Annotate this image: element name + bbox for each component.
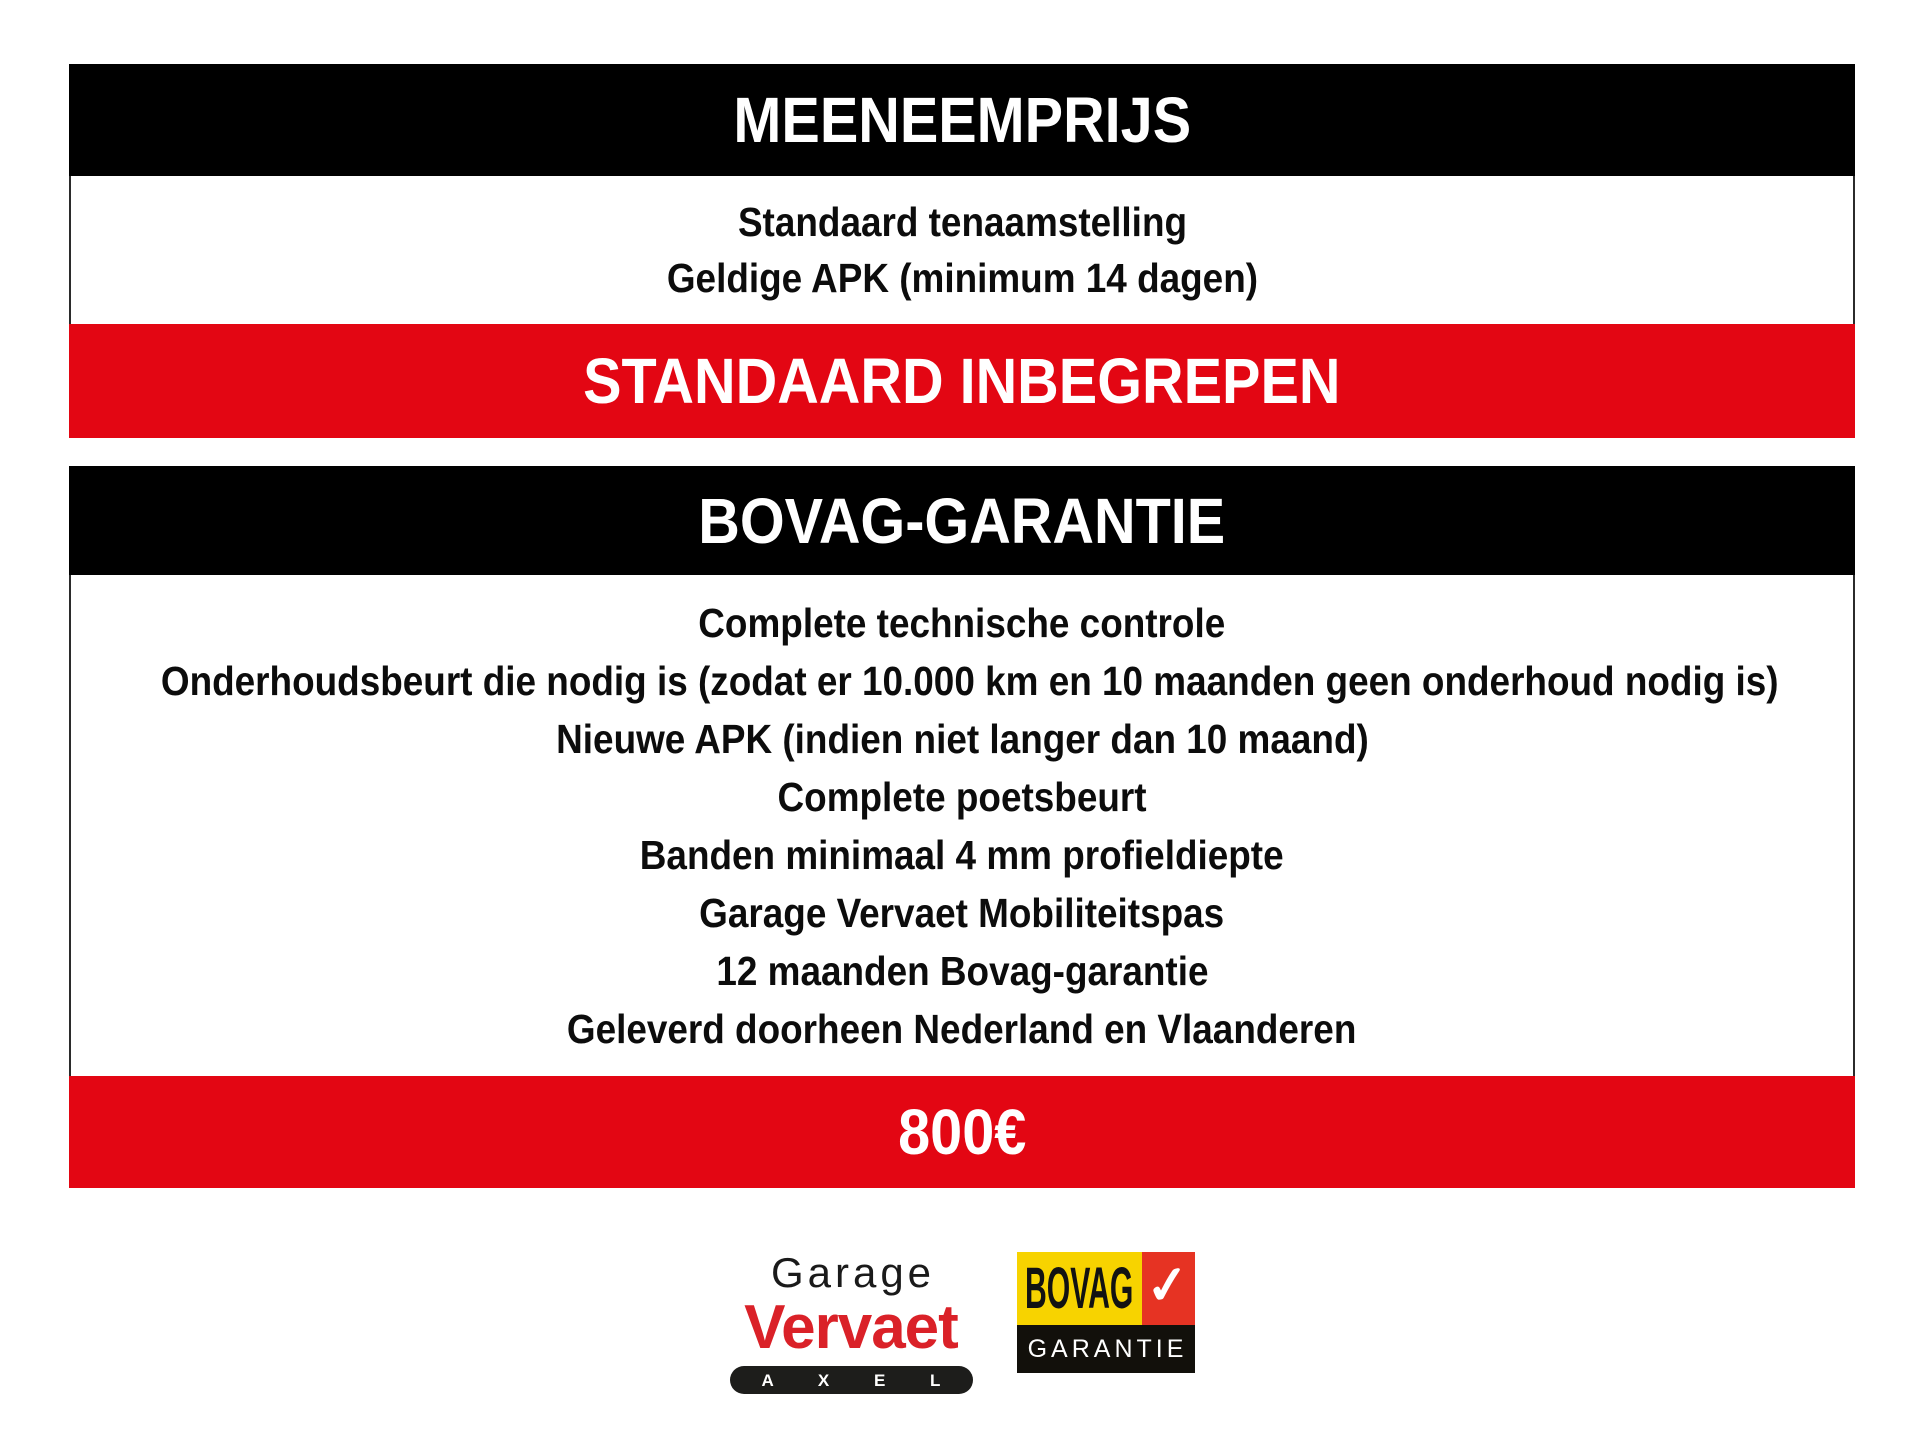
info-line: [71, 768, 1853, 826]
meeneemprijs-card: [69, 64, 1855, 438]
meeneemprijs-header-bar: [69, 64, 1855, 176]
meeneemprijs-body: [69, 176, 1855, 324]
axel-badge-text: A X E L: [761, 1370, 961, 1390]
vervaet-logo-text: Vervaet: [744, 1293, 958, 1362]
info-line: [71, 1000, 1853, 1058]
bovag-logo-brand-text: BOVAG: [1024, 1255, 1134, 1321]
bovag-title: BOVAG-GARANTIE: [698, 484, 1226, 557]
standaard-inbegrepen-label: STANDAARD INBEGREPEN: [583, 345, 1341, 417]
info-line-text: Geleverd doorheen Nederland en Vlaanderen: [567, 1005, 1357, 1052]
info-line: [71, 942, 1853, 1000]
info-line-text: Banden minimaal 4 mm profieldiepte: [640, 831, 1284, 878]
meeneemprijs-title: MEENEEMPRIJS: [733, 84, 1191, 156]
info-line: [71, 884, 1853, 942]
check-icon: ✓: [1143, 1254, 1193, 1317]
price-value: 800€: [897, 1096, 1027, 1168]
bovag-logo-caption-text: GARANTIE: [1027, 1334, 1188, 1363]
info-line-text: Nieuwe APK (indien niet langer dan 10 maand): [555, 715, 1369, 762]
bovag-logo-yellow-panel: [1017, 1252, 1142, 1325]
price-card: [69, 64, 1855, 1394]
garage-logo-text: Garage: [770, 1249, 936, 1296]
info-line-text: 12 maanden Bovag-garantie: [715, 947, 1209, 994]
garage-vervaet-logo: [730, 1249, 973, 1394]
info-line-text: Geldige APK (minimum 14 dagen): [666, 255, 1258, 301]
bovag-header-bar: [69, 466, 1855, 575]
bovag-logo-red-panel: [1142, 1252, 1195, 1325]
info-line: [71, 594, 1853, 652]
axel-badge: [730, 1366, 973, 1394]
info-line-text: Standaard tenaamstelling: [737, 199, 1187, 245]
info-line: [71, 710, 1853, 768]
info-line-text: Onderhoudsbeurt die nodig is (zodat er 10.000 km en 10 maanden geen onderhoud nodig is): [160, 657, 1779, 704]
logos-row: [69, 1249, 1855, 1394]
bovag-logo-caption-band: [1017, 1325, 1195, 1373]
info-line-text: Complete poetsbeurt: [777, 773, 1147, 820]
info-line-text: Garage Vervaet Mobiliteitspas: [699, 889, 1225, 936]
bovag-garantie-card: [69, 466, 1855, 1188]
info-line: [71, 652, 1853, 710]
bovag-logo-top: [1017, 1252, 1195, 1325]
info-line-text: Complete technische controle: [698, 599, 1226, 646]
info-line: [71, 194, 1853, 250]
info-line: [71, 826, 1853, 884]
info-line: [71, 250, 1853, 306]
price-bar: [69, 1076, 1855, 1188]
bovag-garantie-logo: [1017, 1252, 1195, 1373]
section-divider: [69, 438, 1855, 466]
standaard-inbegrepen-bar: [69, 324, 1855, 438]
bovag-body: [69, 575, 1855, 1076]
